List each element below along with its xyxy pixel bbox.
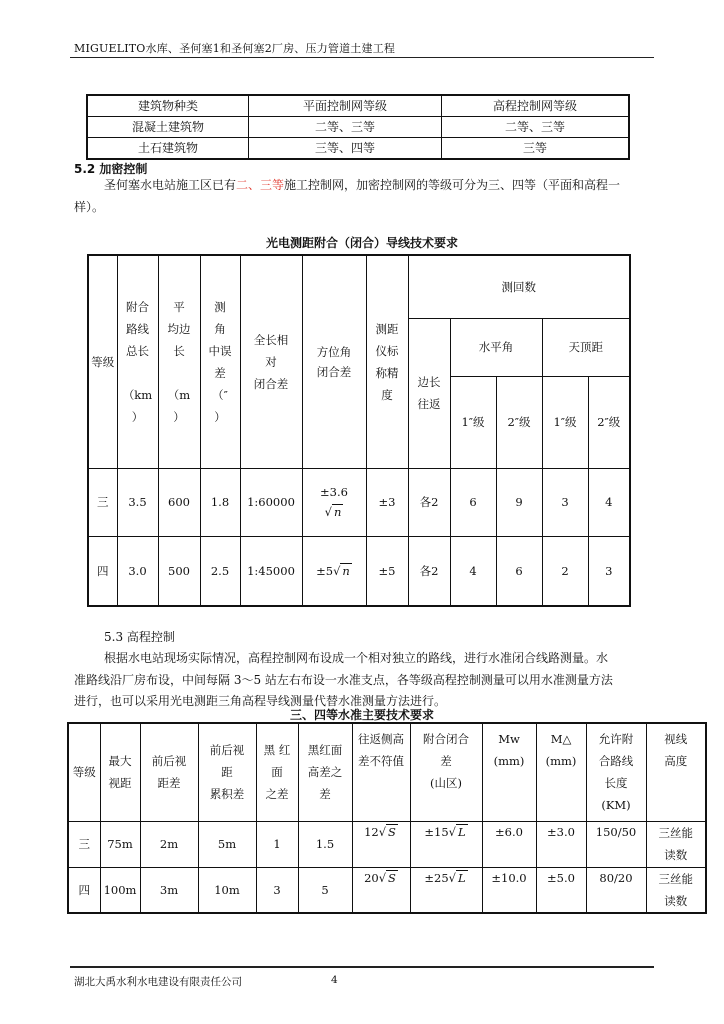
table-cell: 9 xyxy=(496,468,542,536)
paragraph-line: 准路线沿厂房布设，中间每隔 3～5 站左右布设一水准支点，各等级高程控制测量可以用水准测量方法 xyxy=(74,673,613,687)
table-cell: ±6.0 xyxy=(482,821,536,867)
table-cell: ±3.6 √ n xyxy=(302,468,366,536)
header-length: 附合 路线 总长 （km ） xyxy=(117,255,158,468)
table-header-cell: 高程控制网等级 xyxy=(442,95,630,117)
table-cell: ±5.0 xyxy=(536,867,586,913)
table-header-cell: 建筑物种类 xyxy=(87,95,249,117)
footer-rule xyxy=(70,966,654,968)
table-cell: 1:45000 xyxy=(240,536,302,606)
table-cell: 5 xyxy=(298,867,352,913)
table-cell: 10m xyxy=(198,867,256,913)
table-cell: 5m xyxy=(198,821,256,867)
table-cell: ±3.0 xyxy=(536,821,586,867)
table-cell: 3.5 xyxy=(117,468,158,536)
table-cell: 12√ S xyxy=(352,821,410,867)
header-rb-diff: 黑 红 面 之差 xyxy=(256,723,298,821)
table-cell: 3m xyxy=(140,867,198,913)
table-cell: 500 xyxy=(158,536,200,606)
header-level: 2″级 xyxy=(496,376,542,468)
table-cell: 二等、三等 xyxy=(442,117,630,138)
header-horizontal-angle: 水平角 xyxy=(450,318,542,376)
header-rule xyxy=(70,57,654,58)
table-cell: 1 xyxy=(256,821,298,867)
table-cell: 3.0 xyxy=(117,536,158,606)
table-cell: 1:60000 xyxy=(240,468,302,536)
header-rounds: 测回数 xyxy=(408,255,630,318)
table-cell: 20√ S xyxy=(352,867,410,913)
table-row xyxy=(87,138,629,160)
paragraph-line: 样）。 xyxy=(74,200,105,214)
table-caption: 光电测距附合（闭合）导线技术要求 xyxy=(265,236,458,250)
paragraph-line xyxy=(104,174,620,196)
leveling-table xyxy=(67,722,707,914)
table-cell: 二等、三等 xyxy=(249,117,442,138)
table-cell: 三丝能 读数 xyxy=(646,867,706,913)
table-cell: 80/20 xyxy=(586,867,646,913)
page-number: 4 xyxy=(331,974,338,986)
header-route-length: 允许附 合路线 长度 (KM) xyxy=(586,723,646,821)
table-row xyxy=(88,536,630,606)
header-azimuth: 方位角闭合差 xyxy=(302,255,366,468)
paragraph-line: 根据水电站现场实际情况，高程控制网布设成一个相对独立的路线，进行水准闭合线路测量。水 xyxy=(104,651,609,665)
table-cell: 2m xyxy=(140,821,198,867)
table-cell: 三等、四等 xyxy=(249,138,442,160)
table-cell: 4 xyxy=(450,536,496,606)
table-header-row xyxy=(87,95,629,117)
header-sight-diff: 前后视 距差 xyxy=(140,723,198,821)
table-cell: 75m xyxy=(100,821,140,867)
table-cell: 6 xyxy=(450,468,496,536)
paragraph-text: 施工控制网，加密控制网的等级可分为三、四等（平面和高程一 xyxy=(284,178,621,192)
table-cell: 1.8 xyxy=(200,468,240,536)
table-cell: ±5 xyxy=(366,536,408,606)
table-cell: 100m xyxy=(100,867,140,913)
section-heading: 5.2 加密控制 xyxy=(74,162,148,176)
table-cell: 三 xyxy=(88,468,117,536)
table-cell: 四 xyxy=(88,536,117,606)
header-mw: Mw (mm) xyxy=(482,723,536,821)
header-mdelta: M△ (mm) xyxy=(536,723,586,821)
section-heading: 5.3 高程控制 xyxy=(104,630,175,644)
table-cell: 1.5 xyxy=(298,821,352,867)
header-sight-accum: 前后视 距 累积差 xyxy=(198,723,256,821)
table-cell: ±5√ n xyxy=(302,536,366,606)
header-side-length: 平 均边 长 （m ） xyxy=(158,255,200,468)
header-rb-height: 黑红面 高差之 差 xyxy=(298,723,352,821)
header-closure: 附合闭合 差 (山区) xyxy=(410,723,482,821)
table-cell: ±3 xyxy=(366,468,408,536)
header-roundtrip: 往返侧高 差不符值 xyxy=(352,723,410,821)
footer-company: 湖北大禹水利水电建设有限责任公司 xyxy=(74,976,242,988)
paragraph-line: 进行，也可以采用光电测距三角高程导线测量代替水准测量方法进行。 xyxy=(74,694,447,708)
table-cell: 6 xyxy=(496,536,542,606)
header-closure: 全长相 对 闭合差 xyxy=(240,255,302,468)
header-level: 2″级 xyxy=(588,376,630,468)
header-angle-error: 测 角 中误 差 （″ ） xyxy=(200,255,240,468)
table-cell: ±10.0 xyxy=(482,867,536,913)
header-grade: 等级 xyxy=(88,255,117,468)
table-cell: 三 xyxy=(68,821,100,867)
table-cell: ±15√ L xyxy=(410,821,482,867)
table-cell: 3 xyxy=(542,468,588,536)
header-sightline: 视线 高度 xyxy=(646,723,706,821)
table-cell: 150/50 xyxy=(586,821,646,867)
table-cell: 4 xyxy=(588,468,630,536)
table-cell: 四 xyxy=(68,867,100,913)
table-row xyxy=(68,867,706,913)
table-row xyxy=(68,821,706,867)
header-grade: 等级 xyxy=(68,723,100,821)
table-cell: 600 xyxy=(158,468,200,536)
table-cell: 各2 xyxy=(408,536,450,606)
header-max-sight: 最大 视距 xyxy=(100,723,140,821)
table-cell: 2.5 xyxy=(200,536,240,606)
control-level-table xyxy=(86,94,630,160)
header-precision: 测距 仪标 称精 度 xyxy=(366,255,408,468)
table-cell: 三丝能 读数 xyxy=(646,821,706,867)
table-cell: 3 xyxy=(588,536,630,606)
table-cell: 土石建筑物 xyxy=(87,138,249,160)
table-row xyxy=(88,468,630,536)
table-caption: 三、四等水准主要技术要求 xyxy=(289,708,434,722)
table-cell: 3 xyxy=(256,867,298,913)
table-header-cell: 平面控制网等级 xyxy=(249,95,442,117)
table-cell: 各2 xyxy=(408,468,450,536)
header-zenith: 天顶距 xyxy=(542,318,630,376)
header-level: 1″级 xyxy=(542,376,588,468)
table-cell: 2 xyxy=(542,536,588,606)
table-cell: ±25√ L xyxy=(410,867,482,913)
traverse-table xyxy=(87,254,631,607)
paragraph-text: 圣何塞水电站施工区已有 xyxy=(104,178,237,192)
page-header-title: MIGUELITO水库、圣何塞1和圣何塞2厂房、压力管道土建工程 xyxy=(74,42,396,55)
header-level: 1″级 xyxy=(450,376,496,468)
table-cell: 混凝土建筑物 xyxy=(87,117,249,138)
header-edge-roundtrip: 边长 往返 xyxy=(408,318,450,468)
table-row xyxy=(87,117,629,138)
highlight-text: 二、三等 xyxy=(236,178,285,192)
table-cell: 三等 xyxy=(442,138,630,160)
